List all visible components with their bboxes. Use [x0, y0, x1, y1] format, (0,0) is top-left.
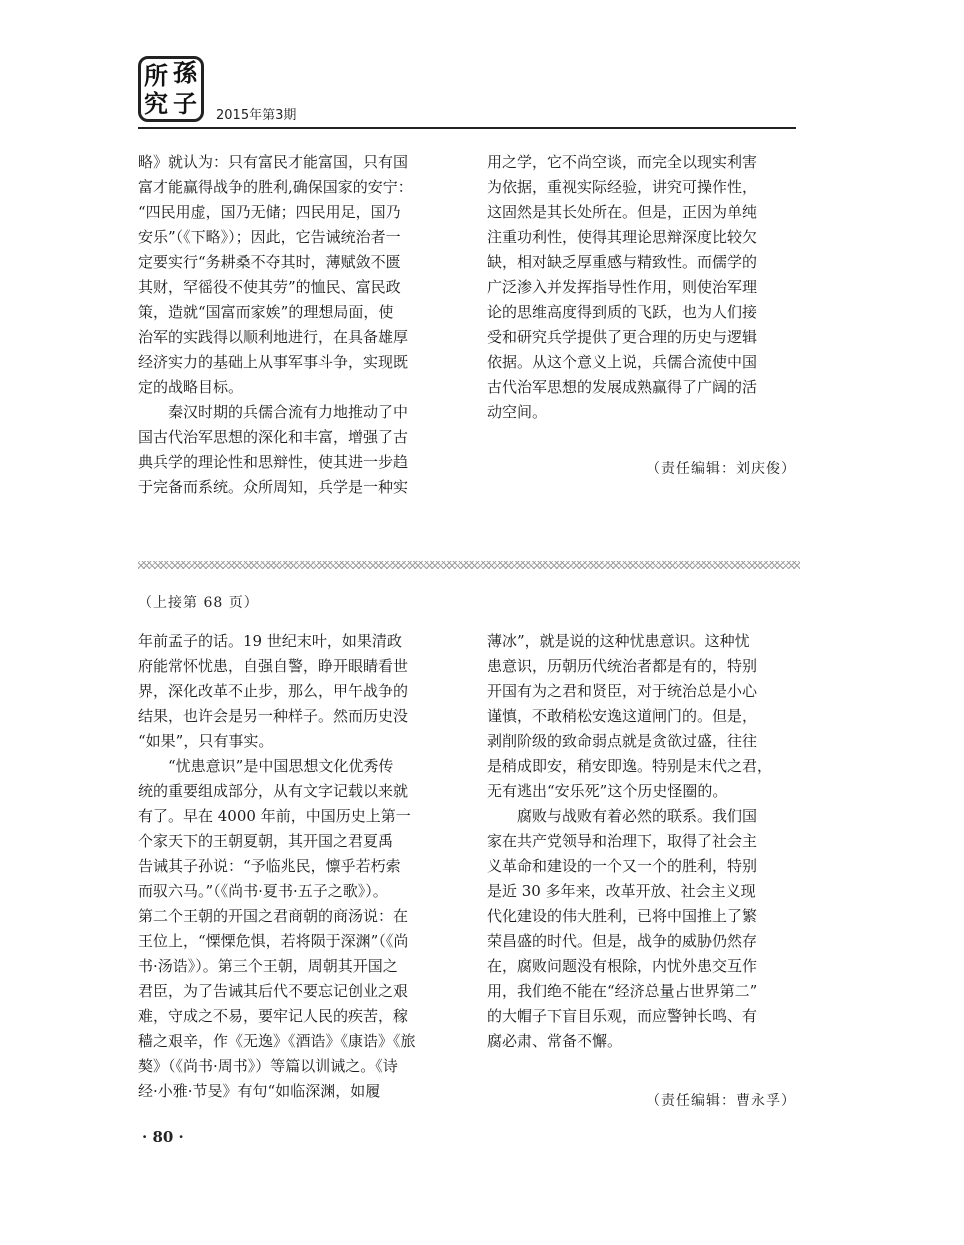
bottom-right-column: [487, 629, 799, 1054]
text-line: 缺，相对缺乏厚重感与精致性。而儒学的: [487, 253, 758, 271]
text-line: 统的重要组成部分，从有文字记载以来就: [138, 782, 409, 800]
text-line: 在，腐败问题没有根除，内忧外患交互作: [487, 957, 758, 975]
text-line: 经济实力的基础上从事军事斗争，实现既: [138, 353, 409, 371]
text-line: 有了。早在 4000 年前，中国历史上第一: [138, 807, 411, 825]
text-line: 富才能赢得战争的胜利,确保国家的安宁：: [138, 178, 413, 196]
text-line: 难，守成之不易，要牢记人民的疾苦，稼: [138, 1007, 409, 1025]
logo-char: 子: [173, 89, 197, 118]
text-line: 治军的实践得以顺利地进行，在具备雄厚: [138, 328, 409, 346]
text-line: 义革命和建设的一个又一个的胜利，特别: [487, 857, 758, 875]
text-line: 略》就认为：只有富民才能富国，只有国: [138, 153, 409, 171]
text-line: 的大帽子下盲目乐观，而应警钟长鸣、有: [487, 1007, 758, 1025]
text-line: 腐败与战败有着必然的联系。我们国: [487, 807, 758, 825]
text-line: 谨慎，不敢稍松安逸这道闸门的。但是，: [487, 707, 758, 725]
text-line: 是稍成即安，稍安即逸。特别是末代之君，: [487, 757, 773, 775]
text-line: 策，造就“国富而家娭”的理想局面，使: [138, 303, 394, 321]
text-line: 用之学，它不尚空谈，而完全以现实利害: [487, 153, 758, 171]
text-line: 古代治军思想的发展成熟赢得了广阔的活: [487, 378, 758, 396]
text-line: 书·汤诰》）。第三个王朝，周朝其开国之: [138, 957, 398, 975]
text-line: 定的战略目标。: [138, 378, 244, 396]
text-line: 秦汉时期的兵儒合流有力地推动了中: [138, 403, 409, 421]
text-line: 个家天下的王朝夏朝，其开国之君夏禹: [138, 832, 394, 850]
journal-logo: [138, 56, 204, 122]
page-number: · 80 ·: [142, 1128, 184, 1146]
logo-char: 究: [144, 89, 168, 118]
editor-credit-bottom: （责任编辑：曹永孚）: [646, 1093, 796, 1109]
text-line: 剥削阶级的致命弱点就是贪欲过盛，往往: [487, 732, 758, 750]
text-line: 獒》（《尚书·周书》）等篇以训诫之。《诗: [138, 1057, 398, 1075]
text-line: 典兵学的理论性和思辩性，使其进一步趋: [138, 453, 409, 471]
text-line: 受和研究兵学提供了更合理的历史与逻辑: [487, 328, 758, 346]
text-line: 动空间。: [487, 403, 548, 421]
text-line: 界，深化改革不止步，那么，甲午战争的: [138, 682, 409, 700]
text-line: 是近 30 多年来，改革开放、社会主义现: [487, 882, 756, 900]
text-line: 开国有为之君和贤臣，对于统治总是小心: [487, 682, 758, 700]
text-line: 定要实行“务耕桑不夺其时，薄赋敛不匮: [138, 253, 401, 271]
text-line: 而驭六马。”（《尚书·夏书·五子之歌》）。: [138, 882, 388, 900]
text-line: “四民用虚，国乃无储；四民用足，国乃: [138, 203, 401, 221]
text-line: 府能常怀忧患，自强自警，睁开眼睛看世: [138, 657, 409, 675]
issue-label: 2015年第3期: [216, 108, 297, 123]
text-line: 这固然是其长处所在。但是，正因为单纯: [487, 203, 758, 221]
text-line: “如果”，只有事实。: [138, 732, 274, 750]
text-line: 年前孟子的话。19 世纪末叶，如果清政: [138, 632, 402, 650]
text-line: 安乐”（《下略》）；因此，它告诫统治者一: [138, 228, 401, 246]
text-line: 荣昌盛的时代。但是，战争的威胁仍然存: [487, 932, 758, 950]
text-line: 依据。从这个意义上说，兵儒合流使中国: [487, 353, 758, 371]
text-line: 第二个王朝的开国之君商朝的商汤说：在: [138, 907, 409, 925]
text-line: 穑之艰辛，作《无逸》《酒诰》《康诰》《旅: [138, 1032, 416, 1050]
text-line: 家在共产党领导和治理下，取得了社会主: [487, 832, 758, 850]
text-line: 经·小雅·节旻》有句“如临深渊，如履: [138, 1082, 381, 1100]
logo-char: 所: [144, 61, 168, 90]
text-line: 广泛渗入并发挥指导性作用，则使治军理: [487, 278, 758, 296]
editor-credit-top: （责任编辑：刘庆俊）: [646, 461, 796, 477]
text-line: 患意识，历朝历代统治者都是有的，特别: [487, 657, 758, 675]
text-line: 用，我们绝不能在“经济总量占世界第二”: [487, 982, 758, 1000]
logo-char: 孫: [173, 58, 197, 87]
top-left-column: [138, 150, 454, 500]
text-line: 于完备而系统。众所周知，兵学是一种实: [138, 478, 409, 496]
header-rule: [138, 127, 796, 129]
text-line: 其财，罕徭役不使其劳”的恤民、富民政: [138, 278, 401, 296]
text-line: 国古代治军思想的深化和丰富，增强了古: [138, 428, 409, 446]
text-line: 告诫其子孙说：“予临兆民，懔乎若朽索: [138, 857, 401, 875]
text-line: 代化建设的伟大胜利，已将中国推上了繁: [487, 907, 758, 925]
text-line: 论的思维高度得到质的飞跃，也为人们接: [487, 303, 758, 321]
top-right-column: [487, 150, 799, 425]
bottom-left-column: [138, 629, 454, 1104]
text-line: 王位上，“慄慄危惧，若将陨于深渊”（《尚: [138, 932, 409, 950]
section-divider: [138, 561, 800, 569]
text-line: 薄冰”，就是说的这种忧患意识。这种忧: [487, 632, 750, 650]
text-line: 为依据，重视实际经验，讲究可操作性，: [487, 178, 758, 196]
text-line: 君臣，为了告诫其后代不要忘记创业之艰: [138, 982, 409, 1000]
text-line: 无有逃出“安乐死”这个历史怪圈的。: [487, 782, 728, 800]
text-line: 腐必肃、常备不懈。: [487, 1032, 623, 1050]
text-line: 结果，也许会是另一种样子。然而历史没: [138, 707, 409, 725]
continued-from-note: （上接第 68 页）: [138, 595, 259, 611]
text-line: “忧患意识”是中国思想文化优秀传: [138, 757, 394, 775]
text-line: 注重功利性，使得其理论思辩深度比较欠: [487, 228, 758, 246]
